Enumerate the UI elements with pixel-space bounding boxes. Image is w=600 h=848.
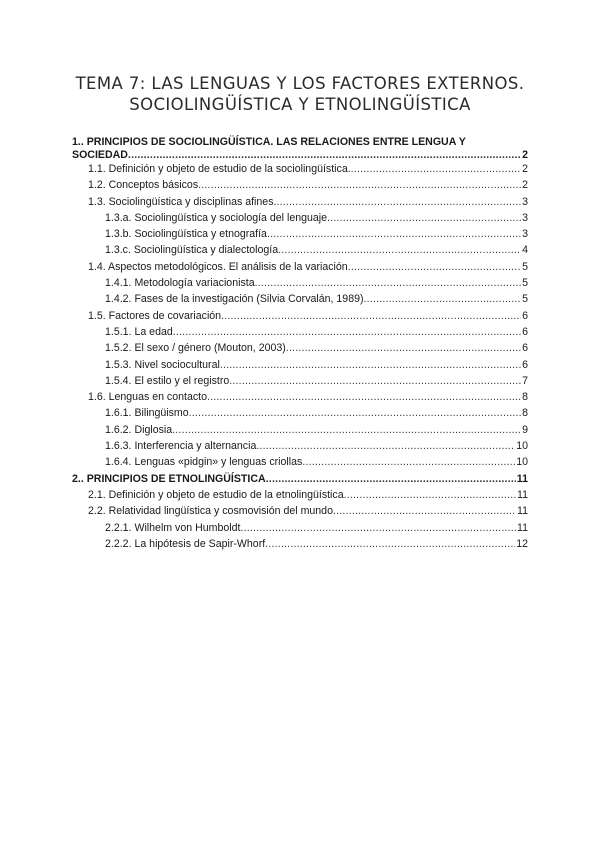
toc-page-number: 8 xyxy=(522,407,528,420)
dot-leader xyxy=(240,522,516,534)
toc-entry-label: 1.5. Factores de covariación xyxy=(88,309,222,322)
toc-entry-1-5-2[interactable] xyxy=(72,342,528,358)
toc-page-number: 5 xyxy=(522,260,528,273)
dot-leader xyxy=(276,196,521,208)
dot-leader xyxy=(278,244,521,256)
toc-page-number: 3 xyxy=(522,228,528,241)
dot-leader xyxy=(344,489,516,501)
toc-page-number: 3 xyxy=(522,211,528,224)
toc-entry-label: 1.4.2. Fases de la investigación (Silvia Corvalán, 1989) xyxy=(105,293,364,306)
toc-entry-1-2[interactable] xyxy=(72,179,528,195)
toc-page-number: 6 xyxy=(522,325,528,338)
toc-entry-1-3-c[interactable] xyxy=(72,244,528,260)
toc-entry-label: 1.6. Lenguas en contacto xyxy=(88,391,207,404)
toc-entry-2-2-1[interactable] xyxy=(72,522,528,538)
toc-page-number: 2 xyxy=(522,149,528,161)
toc-page-number: 12 xyxy=(516,537,528,550)
toc-entry-label: 1.5.1. La edad xyxy=(105,325,173,338)
dot-leader xyxy=(333,505,516,517)
toc-entry-1-5-3[interactable] xyxy=(72,359,528,375)
table-of-contents xyxy=(72,136,528,554)
dot-leader xyxy=(220,359,521,371)
toc-entry-label: 2.. PRINCIPIOS DE ETNOLINGÜÍSTICA xyxy=(72,472,266,485)
toc-entry-1-4[interactable] xyxy=(72,261,528,277)
toc-entry-label: 1.5.3. Nivel sociocultural xyxy=(105,358,220,371)
toc-page-number: 10 xyxy=(516,456,528,469)
dot-leader xyxy=(267,228,521,240)
toc-entry-label: 1.6.1. Bilingüismo xyxy=(105,407,189,420)
dot-leader xyxy=(265,538,515,550)
toc-entry-label: 1.3.b. Sociolingüística y etnografía xyxy=(105,228,267,241)
toc-entry-1-6-2[interactable] xyxy=(72,424,528,440)
toc-entry-label: 2.1. Definición y objeto de estudio de la etnolingüística xyxy=(88,488,344,501)
dot-leader xyxy=(173,326,521,338)
toc-entry-1-5[interactable] xyxy=(72,310,528,326)
dot-leader xyxy=(198,179,521,191)
toc-entry-1[interactable] xyxy=(72,136,528,163)
toc-entry-label: 1.2. Conceptos básicos xyxy=(88,179,199,192)
toc-entry-1-4-1[interactable] xyxy=(72,277,528,293)
dot-leader xyxy=(221,310,521,322)
toc-entry-label: 1.5.4. El estilo y el registro xyxy=(105,374,230,387)
toc-entry-label: 1.5.2. El sexo / género (Mouton, 2003) xyxy=(105,342,286,355)
toc-page-number: 11 xyxy=(517,505,528,518)
toc-page-number: 6 xyxy=(522,358,528,371)
toc-entry-2[interactable] xyxy=(72,473,528,489)
dot-leader xyxy=(189,407,521,419)
toc-page-number: 10 xyxy=(516,440,528,453)
dot-leader xyxy=(207,391,521,403)
toc-page-number: 3 xyxy=(522,195,528,208)
toc-entry-2-2-2[interactable] xyxy=(72,538,528,554)
toc-entry-1-3-a[interactable] xyxy=(72,212,528,228)
dot-leader xyxy=(256,440,515,452)
toc-page-number: 7 xyxy=(522,374,528,387)
toc-page-number: 5 xyxy=(522,293,528,306)
toc-entry-label: 2.2. Relatividad lingüística y cosmovisión del mundo xyxy=(88,505,333,518)
toc-entry-2-2[interactable] xyxy=(72,505,528,521)
toc-entry-1-3[interactable] xyxy=(72,196,528,212)
toc-page-number: 11 xyxy=(516,472,528,485)
toc-entry-1-1[interactable] xyxy=(72,163,528,179)
dot-leader xyxy=(302,456,515,468)
toc-entry-label: 1.4.1. Metodología variacionista xyxy=(105,277,255,290)
toc-page-number: 6 xyxy=(522,309,528,322)
toc-page-number: 11 xyxy=(517,488,528,501)
toc-entry-1-3-b[interactable] xyxy=(72,228,528,244)
toc-entry-label: 1.6.2. Diglosia xyxy=(105,423,173,436)
dot-leader xyxy=(327,212,521,224)
toc-entry-label: 2.2.1. Wilhelm von Humboldt xyxy=(105,521,241,534)
toc-entry-label: 2.2.2. La hipótesis de Sapir-Whorf xyxy=(105,537,266,550)
toc-entry-1-4-2[interactable] xyxy=(72,293,528,309)
toc-entry-1-6[interactable] xyxy=(72,391,528,407)
toc-page-number: 11 xyxy=(517,521,528,534)
dot-leader xyxy=(351,163,521,175)
toc-entry-label-line-2: SOCIEDAD xyxy=(72,149,128,161)
toc-entry-label: 1.6.3. Interferencia y alternancia xyxy=(105,440,257,453)
toc-entry-1-5-1[interactable] xyxy=(72,326,528,342)
toc-page-number: 8 xyxy=(522,391,528,404)
toc-entry-label: 1.4. Aspectos metodológicos. El análisis de la variación xyxy=(88,260,348,273)
toc-page-number: 5 xyxy=(522,277,528,290)
toc-entry-label: 1.3. Sociolingüística y disciplinas afines. xyxy=(88,195,277,208)
document-title-line-1: TEMA 7: LAS LENGUAS Y LOS FACTORES EXTERNOS. xyxy=(75,74,525,93)
dot-leader xyxy=(255,277,522,289)
dot-leader xyxy=(128,149,521,161)
document-title-line-2: SOCIOLINGÜÍSTICA Y ETNOLINGÜÍSTICA xyxy=(129,95,471,114)
toc-entry-label: 1.1. Definición y objeto de estudio de la sociolingüística. xyxy=(88,163,351,175)
toc-entry-1-5-4[interactable] xyxy=(72,375,528,391)
toc-page-number: 6 xyxy=(522,342,528,355)
toc-entry-1-6-4[interactable] xyxy=(72,456,528,472)
toc-entry-label: 1.3.c. Sociolingüística y dialectología xyxy=(105,244,279,257)
dot-leader xyxy=(286,342,521,354)
toc-page-number: 9 xyxy=(522,423,528,436)
dot-leader xyxy=(172,424,521,436)
dot-leader xyxy=(266,473,516,485)
toc-entry-label: 1.6.4. Lenguas «pidgin» y lenguas criollas xyxy=(105,456,303,469)
toc-page-number: 2 xyxy=(522,163,528,175)
toc-entry-label: 1.3.a. Sociolingüística y sociología del lenguaje xyxy=(105,211,328,224)
toc-page-number: 4 xyxy=(522,244,528,257)
toc-entry-2-1[interactable] xyxy=(72,489,528,505)
toc-entry-1-6-3[interactable] xyxy=(72,440,528,456)
toc-entry-label-line-1: 1.. PRINCIPIOS DE SOCIOLINGÜÍSTICA. LAS RELACIONES ENTRE LENGUA Y xyxy=(72,136,466,148)
dot-leader xyxy=(348,261,521,273)
toc-entry-1-6-1[interactable] xyxy=(72,407,528,423)
dot-leader xyxy=(229,375,521,387)
dot-leader xyxy=(364,293,522,305)
toc-page-number: 2 xyxy=(522,179,528,192)
